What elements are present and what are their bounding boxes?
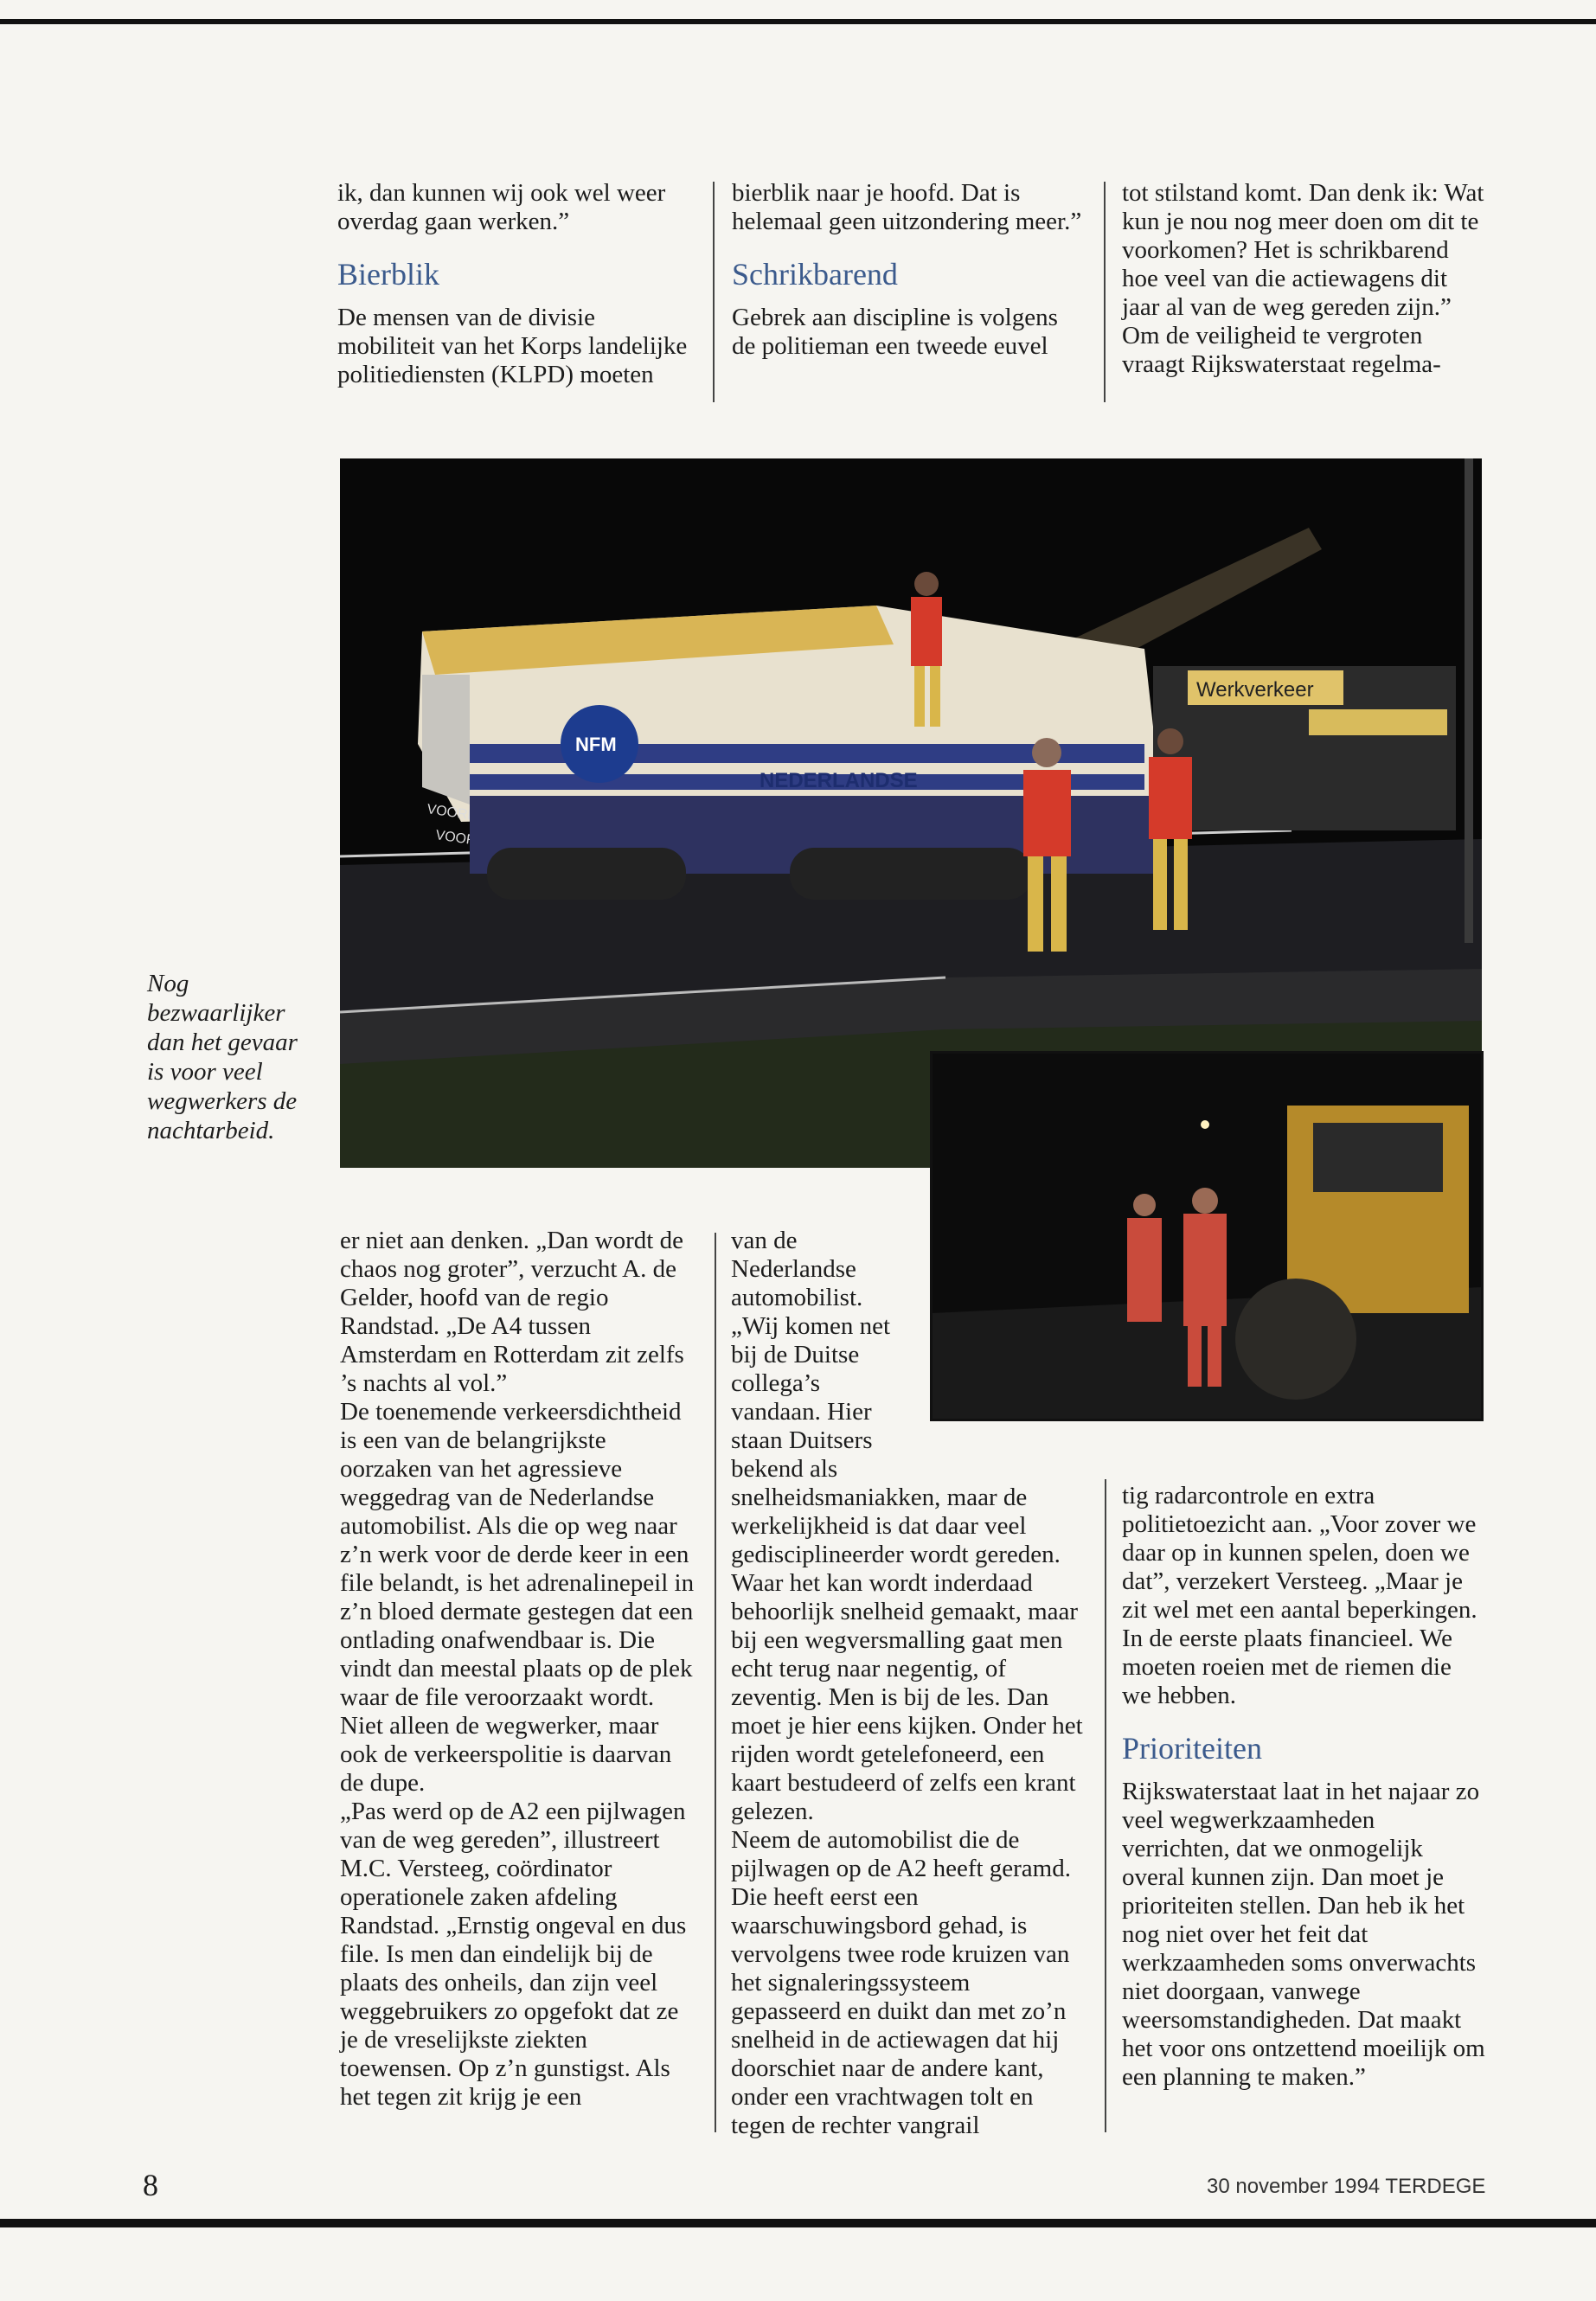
paragraph: Gebrek aan discipline is volgens de politieman een tweede euvel: [732, 304, 1058, 360]
inset-photo-wrap-space: [913, 1227, 1086, 1477]
column-divider: [715, 1233, 716, 2132]
machine-side-text: NEDERLANDSE: [760, 769, 918, 792]
paragraph: „Pas werd op de A2 een pijlwagen van de weg gereden”, illustreert M.C. Versteeg, coördinator operationele zaken afdeling Randstad. „Ernstig ongeval en dus file. Is men dan eindelijk bij de plaats des onheils, dan zijn veel weggebruikers zo opgefokt dat ze je de vreselijkste ziekten toewensen. Op z’n gunstigst. Als het tegen zit krijg je een: [340, 1798, 687, 2111]
top-column-3: [1122, 179, 1485, 379]
top-column-2: [732, 179, 1086, 361]
machine-slogan-2: VOOR: [434, 828, 478, 849]
bottom-rule: [0, 2219, 1596, 2227]
bottom-column-1: [340, 1227, 699, 2112]
paragraph: tig radarcontrole en extra politietoezicht aan. „Voor zover we daar op in kunnen spelen, doen we dat”, verzekert Versteeg. „Maar je zit wel met een aantal beperkingen. In de eerste plaats financieel. We moeten roeien met de riemen die we hebben.: [1122, 1482, 1477, 1709]
bottom-column-3: [1122, 1482, 1485, 2092]
top-rule: [0, 19, 1596, 24]
paragraph: De toenemende verkeersdichtheid is een van de belangrijkste oorzaken van het agressieve weggedrag van de Nederlandse automobilist. Als die op weg naar z’n werk voor de derde keer in een file belandt, is het adrenalinepeil in z’n bloed dermate gestegen dat een ontlading onafwendbaar is. Die vindt dan meestal plaats op de plek waar de file veroorzaakt wordt. Niet alleen de wegwerker, maar ook de verkeerspolitie is daarvan de dupe.: [340, 1398, 695, 1797]
top-column-1: [337, 179, 692, 389]
subheading-schrikbarend: Schrikbarend: [732, 257, 898, 292]
bottom-column-2: [731, 1227, 1086, 2140]
page-number: 8: [143, 2168, 158, 2202]
photo-caption: Nog bezwaarlijker dan het gevaar is voor veel wegwerkers de nachtarbeid.: [147, 970, 298, 1144]
paragraph: Neem de automobilist die de pijlwagen op de A2 heeft geramd. Die heeft eerst een waarschuwingsbord gehad, is vervolgens twee rode kruizen van het signaleringssysteem gepasseerd en duikt dan met zo’n snelheid in de actiewagen dat hij doorschiet naar de andere kant, onder een vrachtwagen tolt en tegen de rechter vangrail: [731, 1826, 1071, 2139]
machine-logo-text: NFM: [575, 734, 617, 755]
paragraph: De mensen van de divisie mobiliteit van het Korps landelijke politiediensten (KLPD) moeten: [337, 304, 688, 388]
paragraph: Rijkswaterstaat laat in het najaar zo veel wegwerkzaamheden verrichten, dat we onmogelijk overal kunnen zijn. Dan moet je prioriteiten stellen. Dan heb ik het nog niet over het feit dat werkzaamheden soms onverwachts niet doorgaan, vanwege weersomstandigheden. Dat maakt het voor ons ontzettend moeilijk om een planning te maken.”: [1122, 1778, 1485, 2091]
paragraph: ik, dan kunnen wij ook wel weer overdag gaan werken.”: [337, 179, 666, 235]
paragraph: tot stilstand komt. Dan denk ik: Wat kun je nou nog meer doen om dit te voorkomen? Het is schrikbarend hoe veel van die actiewagens dit jaar al van de weg gereden zijn.”: [1122, 179, 1484, 321]
paragraph: Om de veiligheid te vergroten vraagt Rijkswaterstaat regelma-: [1122, 322, 1441, 378]
column-divider: [713, 182, 715, 402]
subheading-bierblik: Bierblik: [337, 257, 439, 292]
truck-sign-text: Werkverkeer: [1196, 678, 1314, 702]
column-divider: [1104, 182, 1106, 402]
paragraph: er niet aan denken. „Dan wordt de chaos nog groter”, verzucht A. de Gelder, hoofd van de regio Randstad. „De A4 tussen Amsterdam en Rotterdam zit zelfs ’s nachts al vol.”: [340, 1227, 684, 1397]
paragraph: van de Nederlandse automobilist. „Wij komen net bij de Duitse collega’s vandaan. Hier staan Duitsers bekend als snelheidsmaniakken, maar de werkelijkheid is dat daar veel gedisciplineerder wordt gereden. Waar het kan wordt inderdaad behoorlijk snelheid gemaakt, maar bij een wegversmalling gaat men echt terug naar negentig, of zeventig. Men is bij de les. Dan moet je hier eens kijken. Onder het rijden wordt getelefoneerd, een kaart bestudeerd of zelfs een krant gelezen.: [731, 1227, 1083, 1825]
subheading-prioriteiten: Prioriteiten: [1122, 1731, 1262, 1766]
issue-footer: 30 november 1994 TERDEGE: [1207, 2175, 1486, 2198]
paragraph: bierblik naar je hoofd. Dat is helemaal geen uitzondering meer.”: [732, 179, 1082, 235]
column-divider: [1105, 1479, 1106, 2132]
